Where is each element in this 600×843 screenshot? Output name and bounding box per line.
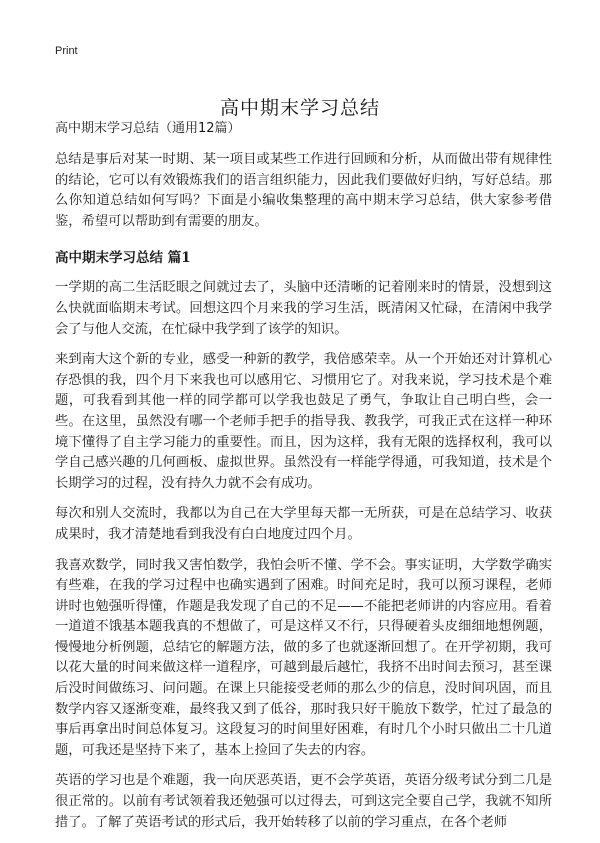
body-paragraph: 我喜欢数学，同时我又害怕数学，我怕会听不懂、学不会。事实证明，大学数学确实有些难，在我的学习过程中也确实遇到了困难。时间充足时，我可以预习课程，老师讲时也勉强听得懂，作题是我发现了自己的不足——不能把老师讲的内容应用。看着一道道不饿基本题我真的不想做了，可是这样又不行，只得硬着头皮细细地想例题，慢慢地分析例题，总结它的解题方法，做的多了也就逐渐回想了。在开学初期，我可以花大量的时间来做这样一道程序，可越到最后越忙，我挤不出时间去预习，甚至课后没时间做练习、问问题。在课上只能接受老师的那么少的信息，没时间巩固，而且数学内容又逐渐变难，最终我又到了低谷，那时我只好干脆放下数学，忙过了最急的事后再拿出时间总体复习。这段复习的时间里好困难，有时几个小时只做出二十几道题，可我还是坚持下来了，基本上捡回了失去的内容。 — [55, 557, 552, 758]
body-paragraph: 一学期的高二生活眨眼之间就过去了，头脑中还清晰的记着刚来时的情景，没想到这么快就面临期末考试。回想这四个月来我的学习生活，既清闲又忙碌，在清闲中我学会了与他人交流，在忙碌中我学到了该学的知识。 — [55, 280, 552, 337]
body-paragraph: 来到南大这个新的专业，感受一种新的教学，我倍感荣幸。从一个开始还对计算机心存恐惧的我，四个月下来我也可以感用它、习惯用它了。对我来说，学习技术是个难题，可我看到其他一样的同学都可以学我也鼓足了勇气，争取让自己明白些，会一些。在这里，虽然没有哪一个老师手把手的指导我、教我学，可我正式在这样一种环境下懂得了自主学习能力的重要性。而且，因为这样，我有无限的选择权利，我可以学自己感兴趣的几何画板、虚拟世界。虽然没有一样能学得通，可我知道，技术是个长期学习的过程，没有持久力就不会有成功。 — [55, 352, 552, 491]
document-subtitle: 高中期末学习总结（通用12篇） — [55, 121, 241, 136]
body-paragraph: 英语的学习也是个难题，我一向厌恶英语，更不会学英语，英语分级考试分到二几是很正常的。以前有考试领着我还勉强可以过得去，可到这完全要自己学，我就不知所措了。了解了英语考试的形式后，我开始转移了以前的学习重点，在各个老师 — [55, 773, 552, 830]
body-paragraph: 每次和别人交流时，我都以为自己在大学里每天都一无所获，可是在总结学习、收获成果时，我才清楚地看到我没有白白地度过四个月。 — [55, 506, 552, 542]
section-heading: 高中期末学习总结 篇1 — [55, 250, 191, 267]
document-title: 高中期末学习总结 — [219, 96, 380, 119]
document-body — [55, 120, 552, 843]
intro-paragraph: 总结是事后对某一时期、某一项目或某些工作进行回顾和分析，从而做出带有规律性的结论，它可以有效锻炼我们的语言组织能力，因此我们要做好归纳，写好总结。那么你知道总结如何写吗？下面是小编收集整理的高中期末学习总结，供大家参考借鉴，希望可以帮助到有需要的朋友。 — [55, 152, 552, 229]
print-link[interactable]: Print — [55, 45, 78, 57]
